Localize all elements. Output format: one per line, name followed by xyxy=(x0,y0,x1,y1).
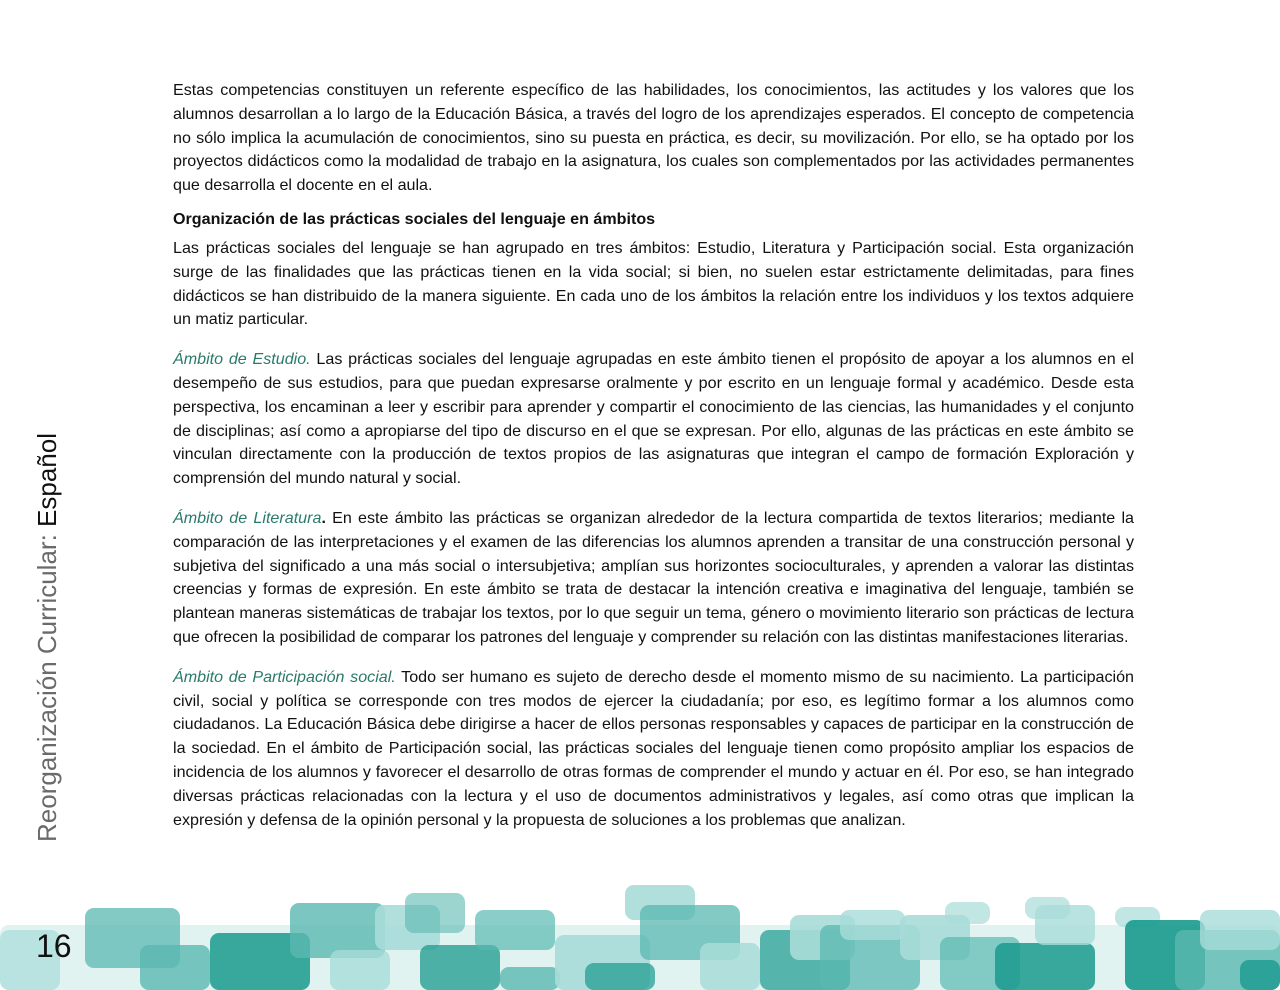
literatura-label: Ámbito de Literatura xyxy=(173,508,322,527)
estudio-paragraph xyxy=(173,348,1134,491)
side-title-subject: Español xyxy=(32,433,62,527)
decor-rounded-block xyxy=(945,902,990,924)
decor-rounded-block xyxy=(1200,910,1280,950)
decor-rounded-block xyxy=(1240,960,1280,990)
ambitos-paragraph: Las prácticas sociales del lenguaje se han agrupado en tres ámbitos: Estudio, Literatura y Participación social. Esta organización surge de las finalidades que las prácticas tienen en la vida social; si bien, no suelen estar estrictamente delimitadas, para fines didácticos se han distribuido de la manera siguiente. En cada uno de los ámbitos la relación entre los individuos y los textos adquiere un matiz particular. xyxy=(173,238,1134,329)
section-heading: Organización de las prácticas sociales del lenguaje en ámbitos xyxy=(173,209,656,228)
decor-rounded-block xyxy=(475,910,555,950)
estudio-text: Las prácticas sociales del lenguaje agrupadas en este ámbito tienen el propósito de apoyar a los alumnos en el desempeño de sus estudios, para que puedan expresarse oralmente y por escrito en un lenguaje formal y académico. Desde esta perspectiva, los encaminan a leer y escribir para aprender y compartir el conocimiento de las ciencias, las humanidades y el conjunto de disciplinas; así como a apropiarse del tipo de discurso en el que se expresan. Por ello, algunas de las prácticas en este ámbito se vinculan directamente con la producción de textos propios de las asignaturas que integran el campo de formación Exploración y comprensión del mundo natural y social. xyxy=(173,350,1134,488)
literatura-dot: . xyxy=(321,508,326,527)
decor-rounded-block xyxy=(330,950,390,990)
participacion-text: Todo ser humano es sujeto de derecho desde el momento mismo de su nacimiento. La participación civil, social y política se corresponde con tres modos de ejercer la ciudadanía; por eso, es legítimo formar a los alumnos como ciudadanos. La Educación Básica debe dirigirse a hacer de ellos personas responsables y capaces de participar en la construcción de la sociedad. En el ámbito de Participación social, las prácticas sociales del lenguaje tienen como propósito ampliar los espacios de incidencia de los alumnos y favorecer el desarrollo de otras formas de comprender el mundo y actuar en él. Por eso, se han integrado diversas prácticas relacionadas con la lectura y el uso de documentos administrativos y legales, así como otras que implican la expresión y defensa de la opinión personal y la propuesta de soluciones a los problemas que analizan. xyxy=(173,667,1134,829)
side-running-title xyxy=(32,433,62,842)
literatura-paragraph xyxy=(173,507,1134,650)
decor-rounded-block xyxy=(995,943,1095,990)
decor-rounded-block xyxy=(290,903,385,958)
literatura-text: En este ámbito las prácticas se organizan alrededor de la lectura compartida de textos literarios; mediante la comparación de las interpretaciones y el examen de las diferencias los alumnos aprenden a transitar de una construcción personal y subjetiva del significado a una más social o intersubjetiva; amplían sus horizontes socioculturales, y aprenden a valorar las distintas creencias y formas de expresión. En este ámbito se trata de destacar la intención creativa e imaginativa del lenguaje, también se plantean maneras sistemáticas de trabajar los textos, por lo que seguir un tema, género o movimiento literario son prácticas de lectura que ofrecen la posibilidad de comparar los patrones del lenguaje y comprender su relación con las distintas manifestaciones literarias. xyxy=(173,508,1134,646)
intro-paragraph: Estas competencias constituyen un referente específico de las habilidades, los conocimientos, las actitudes y los valores que los alumnos desarrollan a lo largo de la Educación Básica, a través del logro de los aprendizajes esperados. El concepto de competencia no sólo implica la acumulación de conocimientos, sino su puesta en práctica, es decir, su movilización. Por ello, se ha optado por los proyectos didácticos como la modalidad de trabajo en la asignatura, los cuales son complementados por las actividades permanentes que desarrolla el docente en el aula. xyxy=(173,81,1134,195)
participacion-label: Ámbito de Participación social. xyxy=(173,667,396,686)
page-number: 16 xyxy=(36,928,72,964)
decor-rounded-block xyxy=(420,945,500,990)
decor-rounded-block xyxy=(840,910,905,940)
page-body xyxy=(173,79,1134,832)
participacion-paragraph xyxy=(173,666,1134,833)
decor-rounded-block xyxy=(140,945,210,990)
side-title-prefix: Reorganización Curricular: xyxy=(32,526,62,842)
decor-rounded-block xyxy=(585,963,655,990)
decor-rounded-block xyxy=(700,943,760,990)
estudio-label: Ámbito de Estudio. xyxy=(173,350,311,369)
decor-rounded-block xyxy=(405,893,465,933)
decor-rounded-block xyxy=(500,967,560,990)
decor-rounded-block xyxy=(1035,905,1095,945)
decorative-footer-pattern xyxy=(0,875,1280,990)
